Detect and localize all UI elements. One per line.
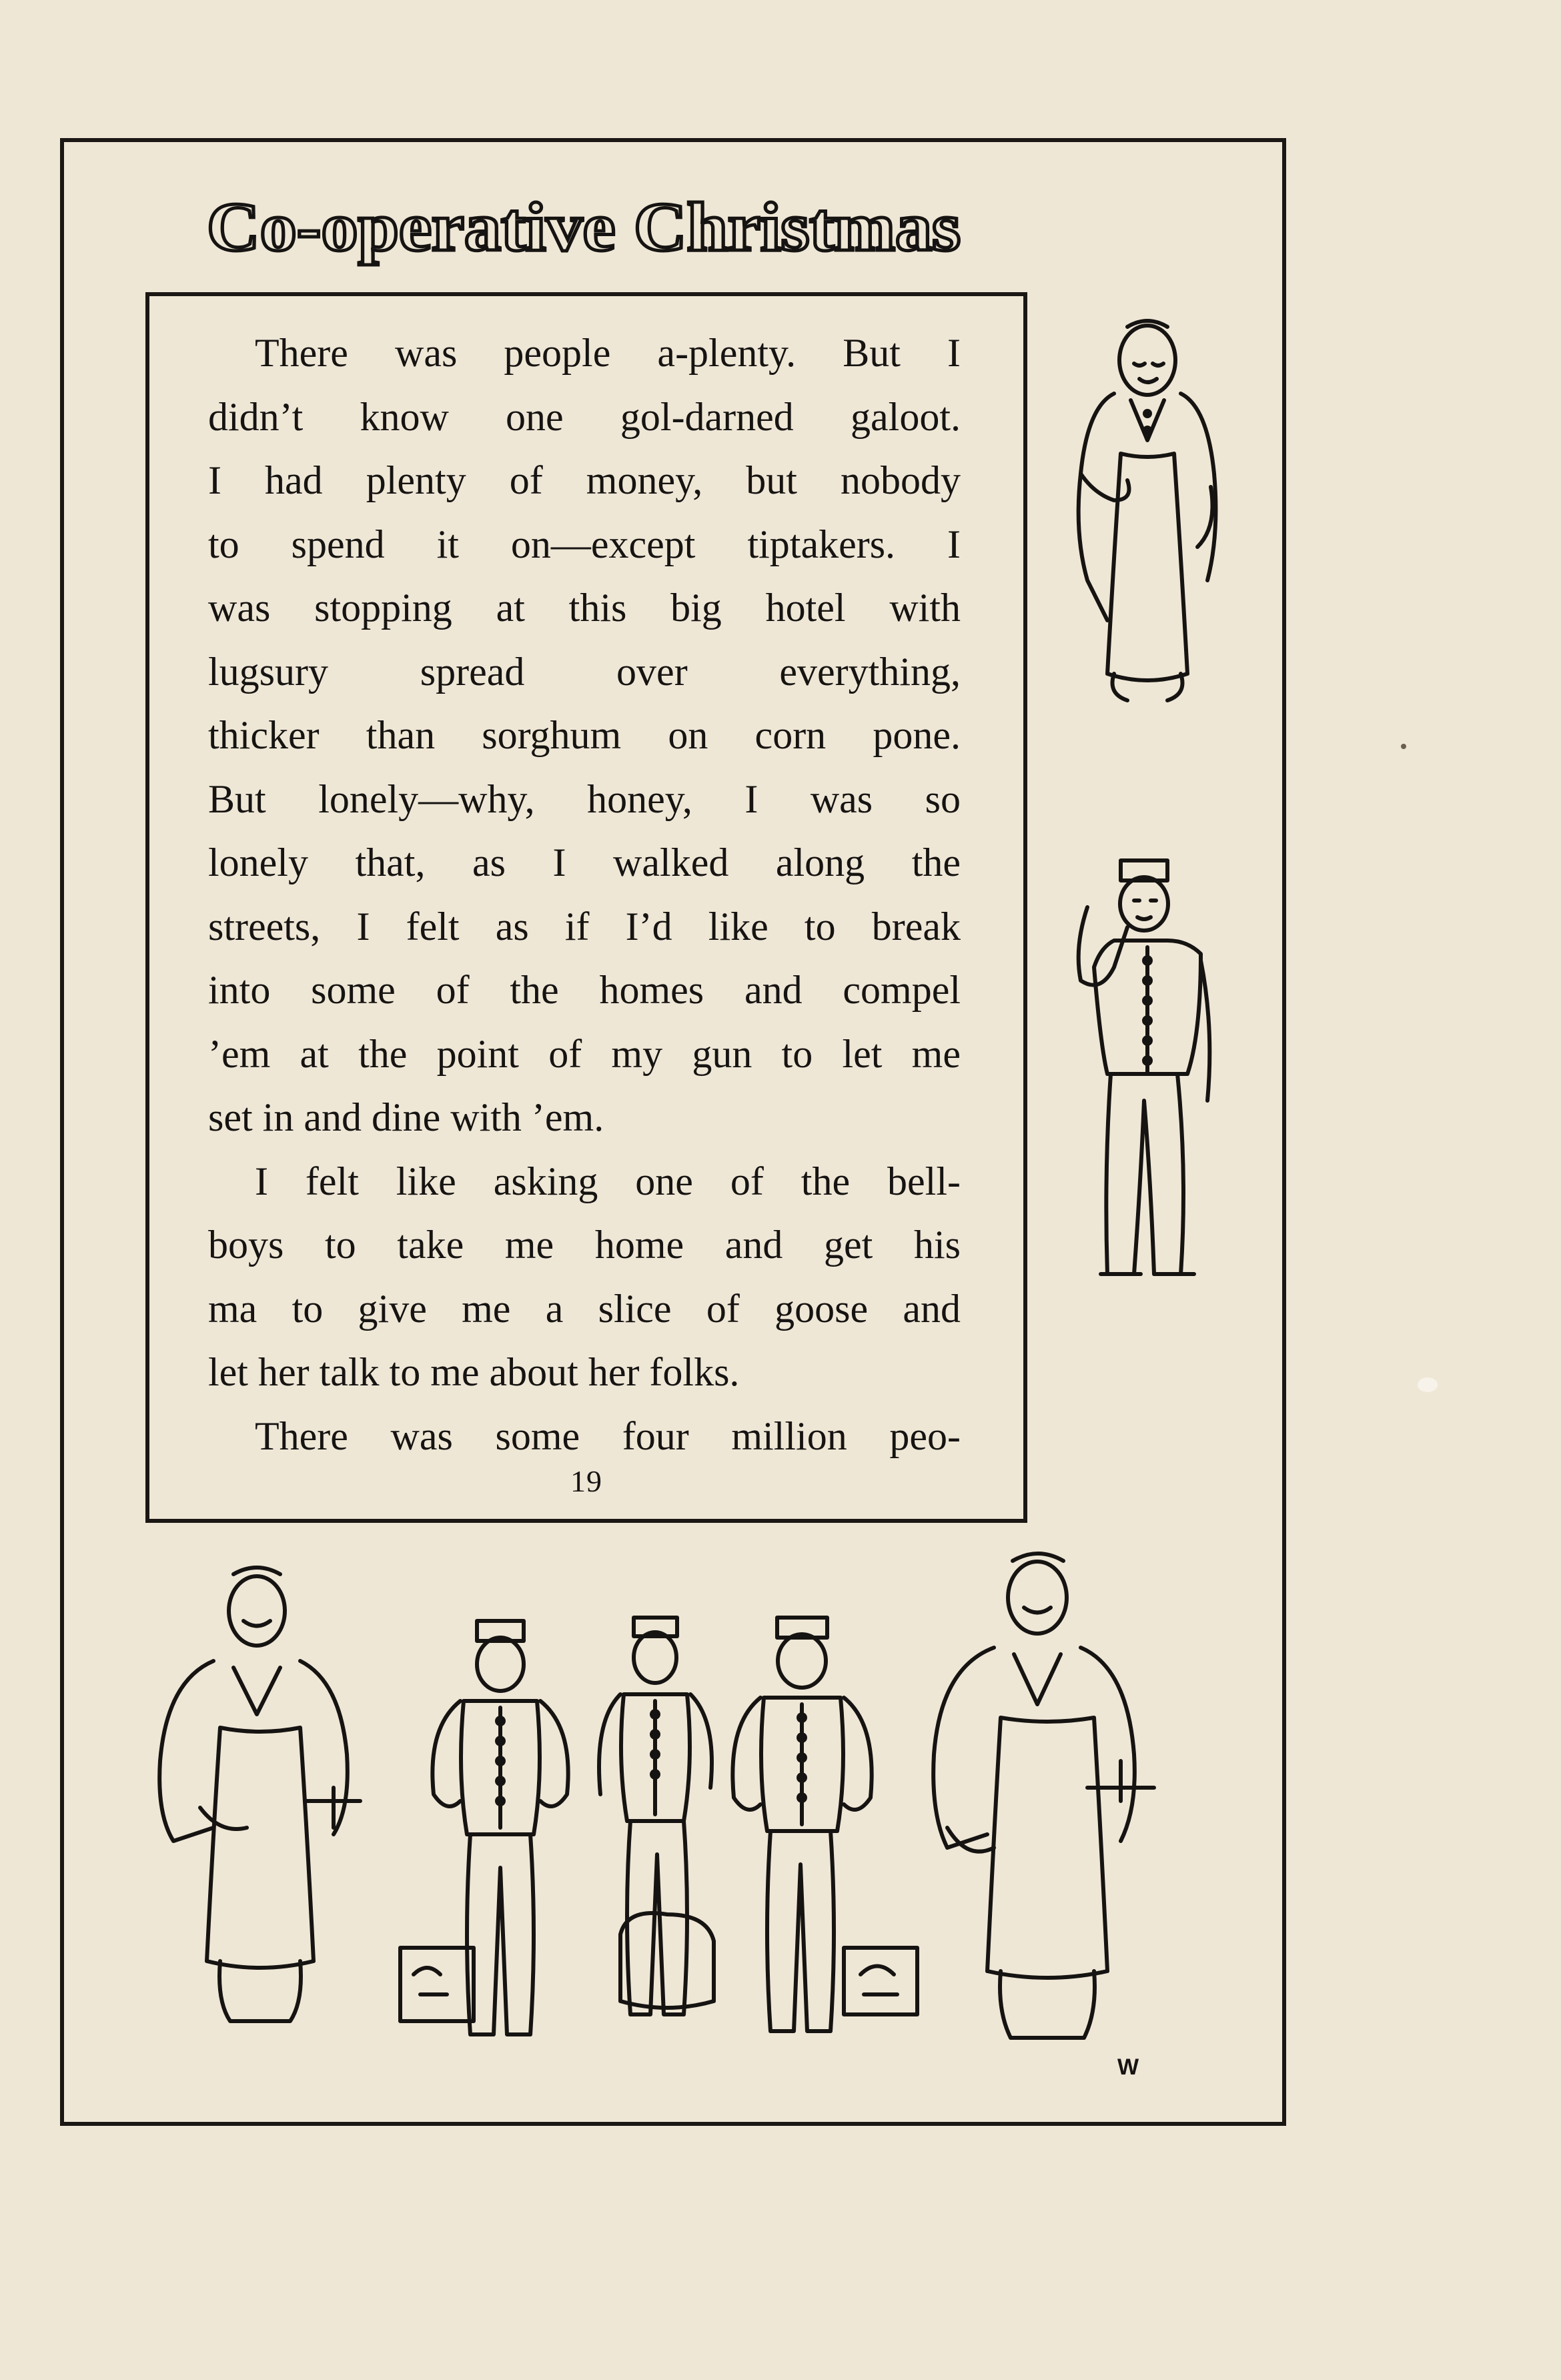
text-panel (145, 292, 1027, 1523)
text-line: I had plenty of money, but nobody (208, 458, 961, 502)
text-line: I felt like asking one of the bell- (255, 1159, 961, 1203)
artist-signature: W (1117, 2054, 1139, 2080)
text-line: thicker than sorghum on corn pone. (208, 713, 961, 757)
text-line: But lonely—why, honey, I was so (208, 776, 961, 821)
body-text (208, 322, 961, 1468)
text-line: let her talk to me about her folks. (208, 1350, 740, 1394)
page-title (200, 180, 967, 273)
text-line: There was some four million peo- (255, 1413, 961, 1458)
text-line: lonely that, as I walked along the (208, 840, 961, 884)
text-line: lugsury spread over everything, (208, 649, 961, 694)
text-line: was stopping at this big hotel with (208, 586, 961, 630)
text-line: streets, I felt as if I’d like to break (208, 904, 961, 949)
text-line: into some of the homes and compel (208, 968, 961, 1012)
text-line: ’em at the point of my gun to let me (208, 1031, 961, 1076)
group-illustration (133, 1548, 1174, 2074)
text-line: didn’t know one gol-darned galoot. (208, 394, 961, 439)
page-number: 19 (570, 1464, 602, 1498)
paper-speck (1418, 1377, 1438, 1392)
text-line: set in and dine with ’em. (208, 1095, 604, 1139)
text-line: ma to give me a slice of goose and (208, 1286, 961, 1331)
title-text: Co-operative Christmas (207, 189, 961, 265)
waiter-illustration (1034, 314, 1261, 727)
text-line: to spend it on—except tiptakers. I (208, 522, 961, 566)
text-line: boys to take me home and get his (208, 1223, 961, 1267)
bellboy-illustration (1047, 847, 1247, 1301)
text-line: There was people a-plenty. But I (255, 331, 961, 375)
paper-speck (1401, 744, 1406, 749)
